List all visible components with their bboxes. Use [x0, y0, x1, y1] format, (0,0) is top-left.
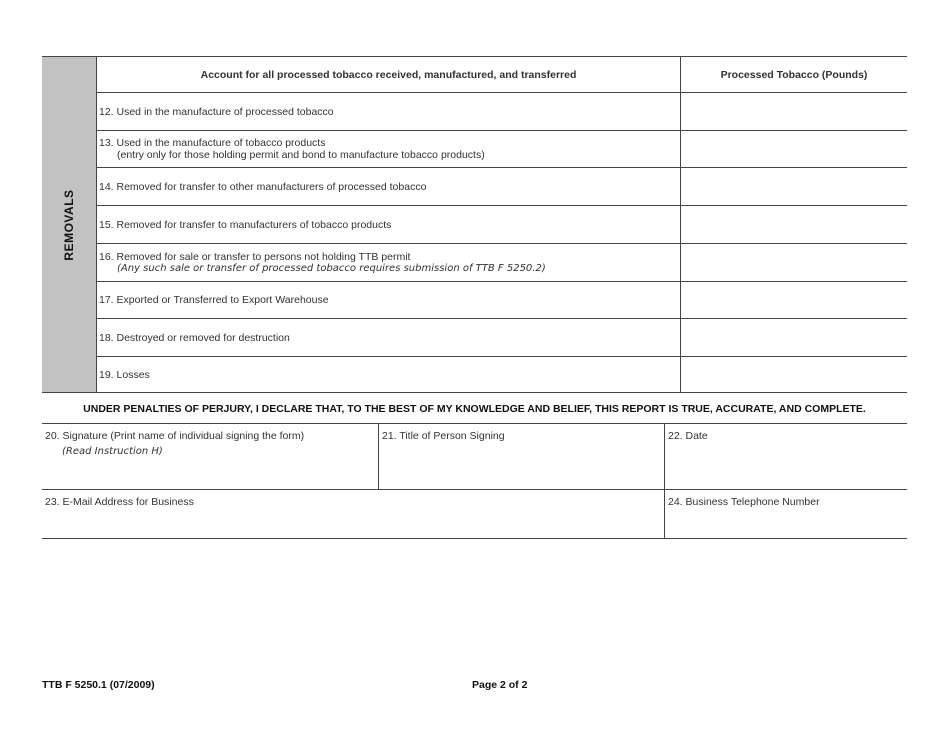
page-number: Page 2 of 2 — [472, 679, 528, 691]
date-field[interactable] — [664, 424, 907, 489]
row-14-pounds-input[interactable] — [681, 168, 907, 205]
row-19-label: 19. Losses — [99, 369, 150, 381]
table-row-15 — [97, 206, 907, 244]
telephone-field[interactable] — [664, 490, 907, 538]
signature-instruction: (Read Instruction H) — [62, 446, 163, 457]
signature-label: 20. Signature (Print name of individual signing the form) — [45, 430, 305, 442]
row-16-note: (Any such sale or transfer of processed tobacco requires submission of TTB F 5250.2) — [117, 262, 546, 274]
title-signing-label: 21. Title of Person Signing — [382, 430, 505, 442]
row-13-pounds-input[interactable] — [681, 131, 907, 167]
table-row-16 — [97, 244, 907, 282]
table-row-19 — [97, 357, 907, 393]
row-18-pounds-input[interactable] — [681, 319, 907, 356]
email-label: 23. E-Mail Address for Business — [45, 496, 194, 508]
row-13-note: (entry only for those holding permit and bond to manufacture tobacco products) — [117, 149, 485, 161]
table-row-12 — [97, 93, 907, 131]
removals-table — [42, 56, 907, 393]
row-13-label-block — [99, 137, 677, 161]
row-18-label: 18. Destroyed or removed for destruction — [99, 331, 290, 344]
row-15-label: 15. Removed for transfer to manufacturers of tobacco products — [99, 218, 392, 231]
removals-label-text: REMOVALS — [62, 189, 76, 261]
table-row-18 — [97, 319, 907, 357]
row-16-label: 16. Removed for sale or transfer to persons not holding TTB permit — [99, 250, 411, 263]
title-of-person-signing-field[interactable] — [378, 424, 664, 489]
row-12-pounds-input[interactable] — [681, 93, 907, 130]
contact-row — [42, 490, 907, 539]
row-19-pounds-input[interactable] — [681, 357, 907, 393]
row-12-label: 12. Used in the manufacture of processed tobacco — [99, 105, 334, 118]
form-identifier: TTB F 5250.1 (07/2009) — [42, 679, 155, 691]
table-header — [97, 57, 907, 93]
header-processed-tobacco-pounds: Processed Tobacco (Pounds) — [720, 68, 868, 81]
table-row-14 — [97, 168, 907, 206]
removals-section-label — [42, 57, 97, 392]
row-13-label: 13. Used in the manufacture of tobacco products — [99, 137, 326, 149]
header-account-description: Account for all processed tobacco received, manufactured, and transferred — [200, 68, 577, 81]
email-field[interactable] — [42, 490, 664, 538]
row-16-label-block — [99, 251, 677, 275]
row-15-pounds-input[interactable] — [681, 206, 907, 243]
row-16-pounds-input[interactable] — [681, 244, 907, 281]
table-row-17 — [97, 282, 907, 319]
row-17-pounds-input[interactable] — [681, 282, 907, 318]
date-label: 22. Date — [668, 430, 708, 442]
perjury-declaration: UNDER PENALTIES OF PERJURY, I DECLARE THAT, TO THE BEST OF MY KNOWLEDGE AND BELIEF, THIS REPORT IS TRUE, ACCURATE, AND COMPLETE. — [42, 394, 907, 424]
signature-field[interactable] — [42, 424, 378, 489]
row-14-label: 14. Removed for transfer to other manufacturers of processed tobacco — [99, 180, 427, 193]
signature-row — [42, 424, 907, 490]
telephone-label: 24. Business Telephone Number — [668, 496, 820, 508]
row-17-label: 17. Exported or Transferred to Export Warehouse — [99, 294, 329, 306]
table-row-13 — [97, 131, 907, 168]
